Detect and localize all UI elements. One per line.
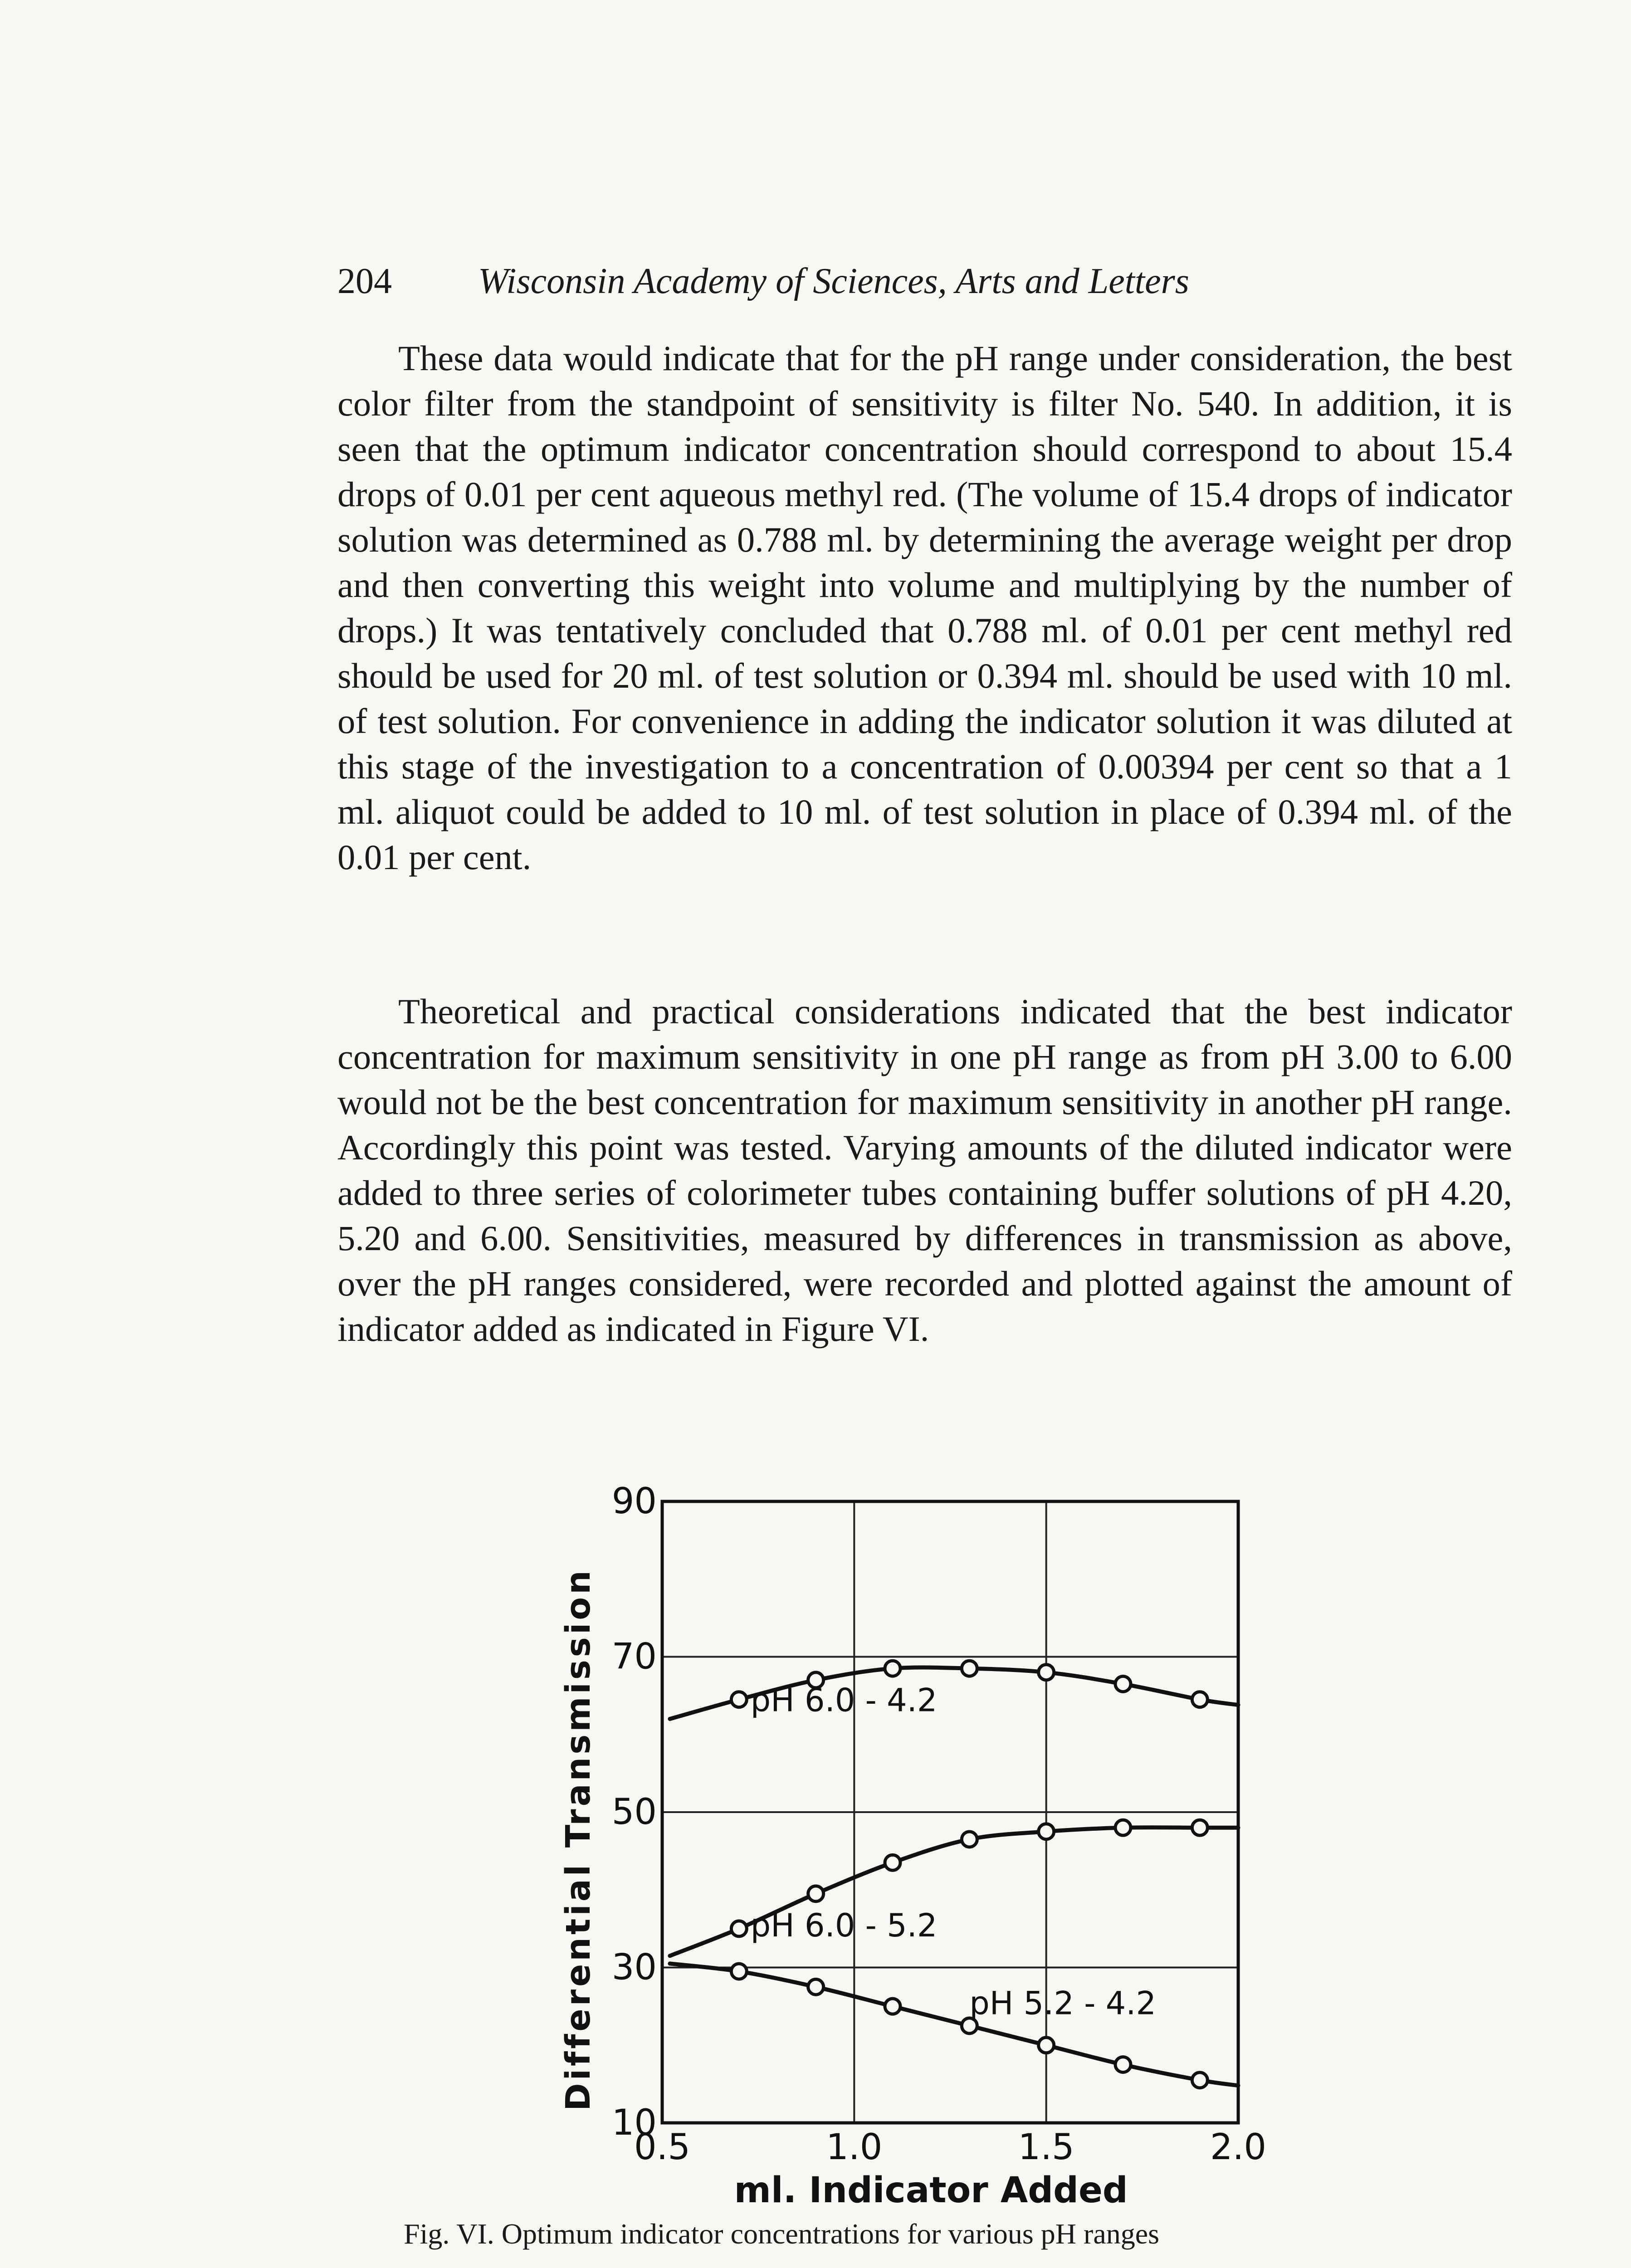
data-point xyxy=(1039,1824,1054,1839)
data-point xyxy=(962,1661,977,1676)
data-point xyxy=(1115,1676,1131,1691)
x-tick-label: 1.5 xyxy=(1018,2127,1074,2168)
y-axis-title: Differential Transmission xyxy=(559,1568,598,2111)
x-tick-label: 0.5 xyxy=(634,2127,691,2168)
figure-vi xyxy=(535,1470,1306,2232)
data-point xyxy=(731,1964,747,1979)
y-tick-label: 10 xyxy=(611,2102,657,2143)
data-point xyxy=(1039,1665,1054,1680)
body-paragraph-1: These data would indicate that for the pH range under consideration, the best color filter from the standpoint of sensitivity is filter No. 540. In addition, it is seen that the optimum indicator concentration should correspond to about 15.4 drops of 0.01 per cent aqueous methyl red. (The volume of 15.4 drops of indicator solution was determined as 0.788 ml. by determining the average weight per drop and then converting this weight into volume and multiplying by the number of drops.) It was tentatively concluded that 0.788 ml. of 0.01 per cent methyl red should be used for 20 ml. of test solution or 0.394 ml. should be used with 10 ml. of test solution. For convenience in adding the indicator solution it was diluted at this stage of the investigation to a concentration of 0.00394 per cent so that a 1 ml. aliquot could be added to 10 ml. of test solution in place of 0.394 ml. of the 0.01 per cent. xyxy=(337,338,1512,877)
series-label-3: pH 5.2 - 4.2 xyxy=(969,1984,1157,2022)
series-line-3 xyxy=(670,1964,1238,2086)
y-tick-label: 30 xyxy=(611,1947,657,1988)
series-label-2: pH 6.0 - 5.2 xyxy=(750,1907,938,1944)
data-point xyxy=(885,1661,900,1676)
x-axis-title: ml. Indicator Added xyxy=(734,2170,1128,2211)
body-paragraph-2: Theoretical and practical considerations indicated that the best indicator concentration for maximum sensitivity in one pH range as from pH 3.00 to 6.00 would not be the best concentration for maximum sensitivity in another pH range. Accordingly this point was tested. Varying amounts of the diluted indicator were added to three series of colorimeter tubes containing buffer solutions of pH 4.20, 5.20 and 6.00. Sensitivities, measured by differences in transmission as above, over the pH ranges considered, were recorded and plotted against the amount of indicator added as indicated in Figure VI. xyxy=(337,992,1512,1349)
data-point xyxy=(1192,1692,1207,1707)
data-point xyxy=(731,1921,747,1936)
chart-labels xyxy=(751,1681,1156,2022)
line-chart xyxy=(535,1470,1306,2232)
chart-tick-labels xyxy=(612,1481,1266,2168)
data-point xyxy=(885,1999,900,2014)
figure-caption: Fig. VI. Optimum indicator concentrations for various pH ranges xyxy=(404,2218,1160,2250)
running-title: Wisconsin Academy of Sciences, Arts and Letters xyxy=(478,261,1189,301)
chart-markers xyxy=(731,1661,1207,2088)
data-point xyxy=(808,1886,824,1901)
x-tick-label: 1.0 xyxy=(826,2127,883,2168)
page-number: 204 xyxy=(337,261,392,301)
data-point xyxy=(1115,1820,1131,1835)
y-tick-label: 70 xyxy=(611,1636,657,1677)
data-point xyxy=(1192,2072,1207,2088)
data-point xyxy=(808,1979,824,1994)
x-tick-label: 2.0 xyxy=(1210,2127,1267,2168)
data-point xyxy=(962,1832,977,1847)
chart-curves xyxy=(670,1667,1238,2086)
series-label-1: pH 6.0 - 4.2 xyxy=(750,1681,938,1719)
data-point xyxy=(1115,2057,1131,2072)
data-point xyxy=(731,1692,747,1707)
data-point xyxy=(1039,2038,1054,2053)
chart-grid xyxy=(662,1501,1238,2123)
data-point xyxy=(1192,1820,1207,1835)
page-header xyxy=(337,254,1376,308)
y-tick-label: 50 xyxy=(611,1792,657,1833)
data-point xyxy=(885,1855,900,1870)
y-tick-label: 90 xyxy=(611,1481,657,1522)
